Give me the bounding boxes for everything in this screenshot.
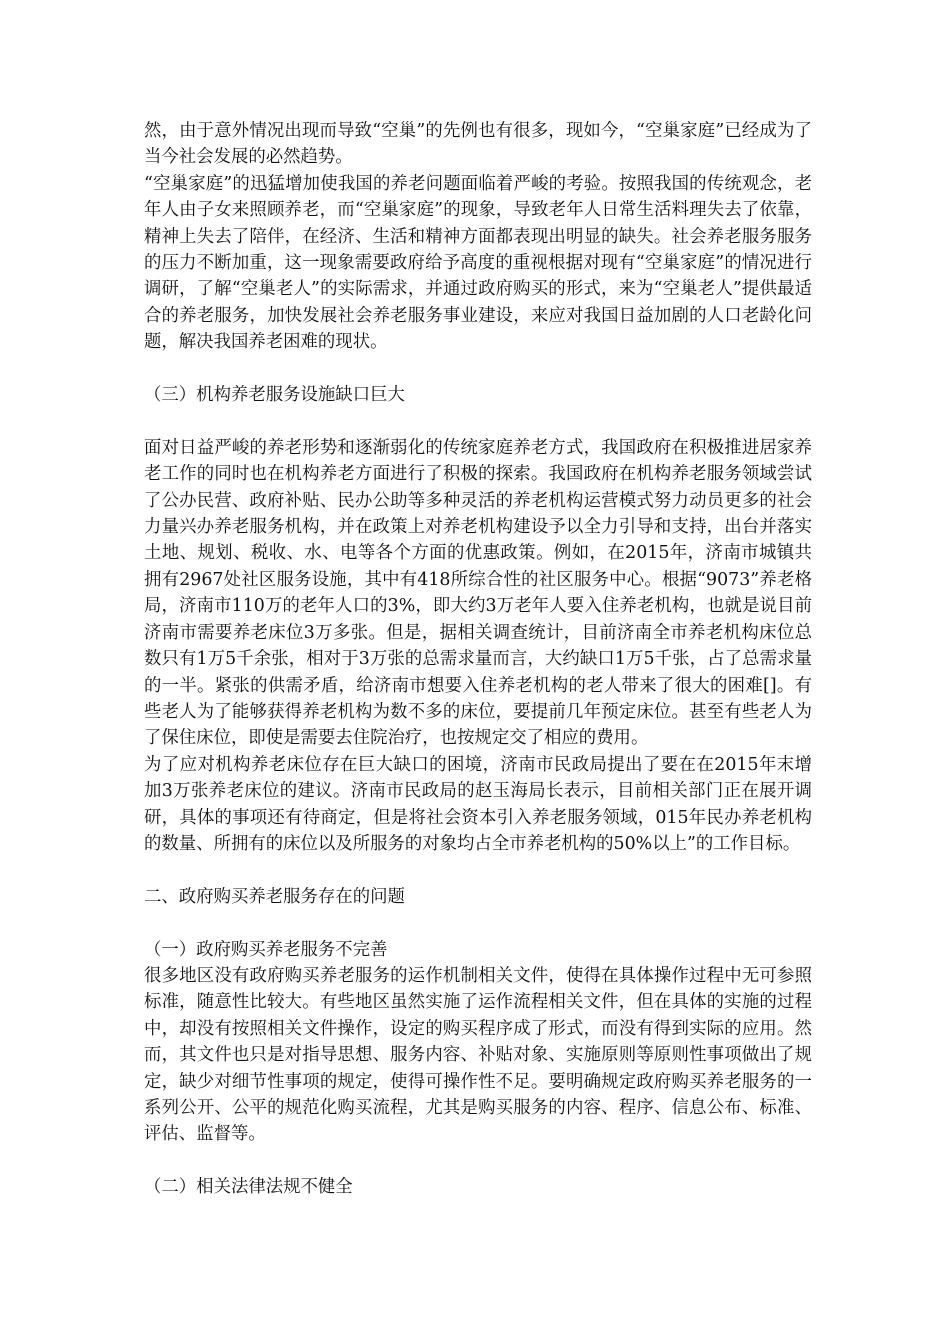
section-heading-laws-incomplete: （二）相关法律法规不健全 [144,1177,353,1198]
section-heading-institution-gap: （三）机构养老服务设施缺口巨大 [144,385,405,406]
spacer [144,408,812,434]
spacer [144,1148,812,1174]
paragraph-purchase-mechanism: 很多地区没有政府购买养老服务的运作机制相关文件，使得在具体操作过程中无可参照标准，随意性比较大。有些地区虽然实施了运作流程相关文件，但在具体的实施的过程中，却没有按照相关文件操作，设定的购买程序成了形式，而没有得到实际的应用。然而，其文件也只是对指导思想、服务内容、补贴对象、实施原则等原则性事项做出了规定，缺少对细节性事项的规定，使得可操作性不足。要明确规定政府购买养老服务的一系列公开、公平的规范化购买流程，尤其是购买服务的内容、程序、信息公布、标准、评估、监督等。 [144,965,812,1145]
paragraph-civil-affairs-response: 为了应对机构养老床位存在巨大缺口的困境，济南市民政局提出了要在在2015年末增加3万张养老床位的建议。济南市民政局的赵玉海局长表示，目前相关部门正在展开调研，具体的事项还有待商定，但是将社会资本引入养老服务领域，015年民办养老机构的数量、所拥有的床位以及所服务的对象均占全市养老机构的50%以上”的工作目标。 [144,754,812,854]
paragraph-empty-nest-trend: 然，由于意外情况出现而导致“空巢”的先例也有很多，现如今，“空巢家庭”已经成为了当今社会发展的必然趋势。 [144,121,812,168]
document-page [144,118,812,1201]
chapter-heading-problems: 二、政府购买养老服务存在的问题 [144,886,405,907]
spacer [144,356,812,382]
paragraph-empty-nest-challenge: “空巢家庭”的迅猛增加使我国的养老问题面临着严峻的考验。按照我国的传统观念，老年人由子女来照顾养老，而“空巢家庭”的现象，导致老年人日常生活料理失去了依靠，精神上失去了陪伴，在经济、生活和精神方面都表现出明显的缺失。社会养老服务服务的压力不断加重，这一现象需要政府给予高度的重视根据对现有“空巢家庭”的情况进行调研，了解“空巢老人”的实际需求，并通过政府购买的形式，来为“空巢老人”提供最适合的养老服务，加快发展社会养老服务事业建设，来应对我国日益加剧的人口老龄化问题，解决我国养老困难的现状。 [144,173,812,353]
section-heading-purchase-incomplete: （一）政府购买养老服务不完善 [144,939,388,960]
paragraph-institution-exploration: 面对日益严峻的养老形势和逐渐弱化的传统家庭养老方式，我国政府在积极推进居家养老工作的同时也在机构养老方面进行了积极的探索。我国政府在机构养老服务领域尝试了公办民营、政府补贴、民办公助等多种灵活的养老机构运营模式努力动员更多的社会力量兴办养老服务机构，并在政策上对养老机构建设予以全力引导和支持，出台并落实土地、规划、税收、水、电等各个方面的优惠政策。例如，在2015年，济南市城镇共拥有2967处社区服务设施，其中有418所综合性的社区服务中心。根据“9073”养老格局，济南市110万的老年人口的3%，即大约3万老年人要入住养老机构，也就是说目前济南市需要养老床位3万多张。但是，据相关调查统计，目前济南全市养老机构床位总数只有1万5千余张，相对于3万张的总需求量而言，大约缺口1万5千张，占了总需求量的一半。紧张的供需矛盾，给济南市想要入住养老机构的老人带来了很大的困难[]。有些老人为了能够获得养老机构为数不多的床位，要提前几年预定床位。甚至有些老人为了保住床位，即使是需要去住院治疗，也按规定交了相应的费用。 [144,437,812,749]
spacer [144,857,812,883]
spacer [144,910,812,936]
